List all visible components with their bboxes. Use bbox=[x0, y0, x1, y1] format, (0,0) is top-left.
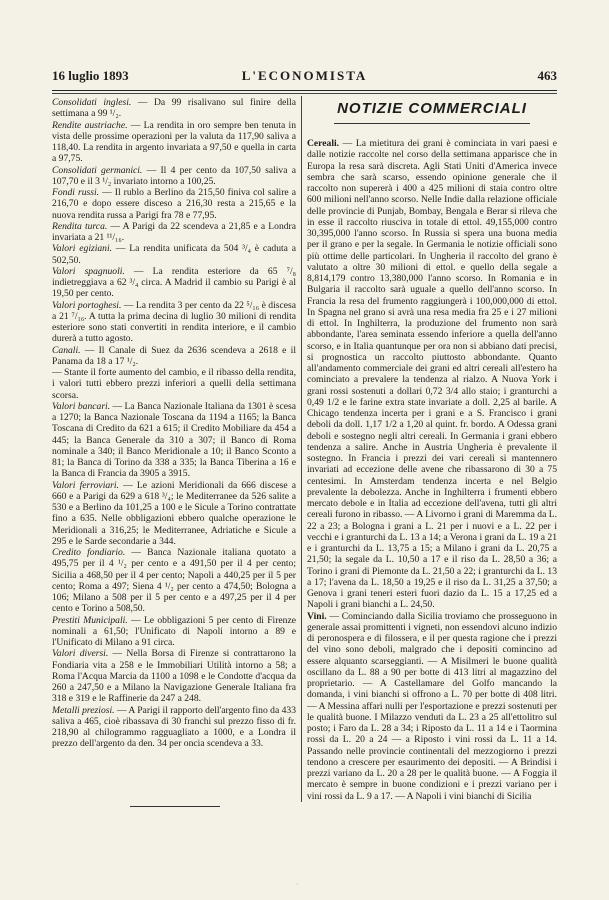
paragraph bbox=[52, 120, 296, 165]
paragraph-text: — Da 99 risalivano sul finire della settimana a 99 ¹/₂. bbox=[52, 97, 296, 120]
page-number: 463 bbox=[537, 68, 557, 83]
paragraph-lead: Metalli preziosi. bbox=[52, 704, 115, 716]
paragraph-text: — Cominciando dalla Sicilia troviamo che prosseguono in generale assai promittenti i vigneti, non essendovi alcuno indizio di peronospera e di filossera, e il per questa ragione che i prezzi del vino sono deboli, malgrado che i depositi comincino ad essere alquanto scarseggianti. — A Misilmeri le buone qualità oscillano da L. 88 a 90 per botte di 413 litri al magazzino del proprietario. — A Castellamare del Golfo mancando la domanda, i vini bianchi si offrono a L. 70 per botte di 408 litri. — A Messina affari nulli per l'esportazione e prezzi sostenuti per le qualità buone. I Milazzo venduti da L. 23 a 25 all'ettolitro sul posto; i Faro da L. 28 a 34; i Riposto da L. 11 a 14 e i Taormina rossi da L. 20 a 24 — a Riposto i vini rossi da L. 11 a 14. Passando nelle provincie continentali del mezzogiorno i prezzi tendono a crescere per esaurimento dei depositi. — A Brindisi i prezzi variano da L. 20 a 28 per le qualità buone. — A Foggia il mercato è sempre in buone condizioni e i prezzi variano per i vini rossi da L. 9 a 17. — A Napoli i vini bianchi di Sicilia bbox=[307, 610, 557, 802]
column-divider bbox=[301, 96, 302, 802]
paragraph-lead: Fondi russi. bbox=[52, 187, 100, 198]
header-rule bbox=[52, 90, 557, 91]
paragraph-text: — A Parigi il rapporto dell'argento fino da 433 saliva a 465, cioè ribassava di 30 franchi sul prezzo fisso di fr. 218,90 al chilogrammo ragguagliato a 1000, e a Londra il prezzo dell'argento da den. 34 per oncia scendeva a 33. bbox=[52, 704, 296, 750]
paragraph-text: — Il Canale di Suez da 2636 scendeva a 2618 e il Panama da 18 a 17 ¹/₂. bbox=[52, 344, 296, 367]
paragraph-lead: Vini. bbox=[307, 610, 327, 622]
paragraph-lead: Valori bancari. bbox=[52, 400, 111, 412]
paragraph bbox=[52, 165, 296, 188]
paragraph bbox=[52, 221, 296, 244]
paragraph-text: — Stante il forte aumento del cambio, e il ribasso della rendita, i valori tutti ebbero prezzi inferiori a quelli della settimana scorsa. bbox=[52, 367, 296, 401]
masthead-title: L'ECONOMISTA bbox=[241, 68, 368, 83]
paragraph bbox=[52, 300, 296, 345]
paragraph-text: — A Parigi da 22 scendeva a 21,85 e a Londra invariata a 21 ¹¹/₁₆. bbox=[52, 220, 296, 243]
paragraph-lead: Consolidati germanici. bbox=[52, 164, 143, 176]
section-title-rule bbox=[334, 123, 530, 124]
paragraph-lead: Rendita turca. bbox=[52, 220, 108, 232]
paragraph bbox=[307, 611, 557, 802]
paragraph-text: — La Banca Nazionale Italiana da 1301 è scesa a 1270; la Banca Nazionale Toscana da 1194 a 1165; la Banca Toscana di Credito da 621 a 615; il Credito Mobiliare da 454 a 445; la Banca Generale da 310 a 307; il Banco di Roma nominale a 340; il Banco Meridionale a 10; il Banco Sconto a 81; la Banca di Torino da 338 a 335; la Banca Tiberina a 16 e la Banca di Francia da 3905 a 3915. bbox=[52, 400, 296, 480]
paragraph bbox=[52, 187, 296, 221]
paragraph bbox=[52, 547, 296, 615]
paragraph bbox=[52, 266, 296, 300]
paragraph-text: — Le azioni Meridionali da 666 discese a 660 e a Parigi da 629 a 618 ³/₄; le Mediterranee da 526 salite a 530 e a Berlino da 101,25 a 100 e le Sicule a Torino contrattate fino a 635. Nelle obbligazioni ebbero qualche operazione le Meridionali a 316,25; le Mediterranee, Adriatiche e Sicule a 295 e le Sarde secondarie a 344. bbox=[52, 479, 296, 547]
paragraph-lead: Canali. bbox=[52, 344, 81, 356]
left-column-end-rule bbox=[130, 806, 220, 807]
paragraph-text: — Il 4 per cento da 107,50 saliva a 107,70 e il 3 ¹/₂ invariato intorno a 100,25. bbox=[52, 164, 296, 187]
paragraph-lead: Rendite austriache. bbox=[52, 119, 128, 131]
paragraph-text: — La rendita 3 per cento da 22 ⁵/₁₆ è discesa a 21 ⁷/₁₆. A tutta la prima decina di luglio 30 milioni di rendita esteriore sono stati convertiti in rendita interiore, e il cambio durerà a tutto agosto. bbox=[52, 299, 296, 345]
paragraph bbox=[52, 401, 296, 480]
paragraph-lead: Valori portoghesi. bbox=[52, 299, 122, 311]
right-column bbox=[307, 138, 557, 888]
page-mark: · bbox=[296, 882, 298, 888]
paragraph-lead: Valori spagnuoli. bbox=[52, 265, 125, 277]
paragraph-lead: Valori ferroviari. bbox=[52, 479, 119, 491]
running-header bbox=[52, 68, 557, 88]
paragraph bbox=[52, 243, 296, 266]
paragraph-text: — Nella Borsa di Firenze si contrattarono la Fondiaria vita a 258 e le Immobiliari Utilità intorno a 58; a Roma l'Acqua Marcia da 1100 a 1098 e le Condotte d'acqua da 260 a 247,50 e a Milano la Navigazione Generale Italiana fra 318 e 319 e le Raffinerie da 247 a 248. bbox=[52, 648, 296, 705]
paragraph bbox=[52, 705, 296, 750]
paragraph bbox=[52, 648, 296, 704]
header-date: 16 luglio 1893 bbox=[52, 68, 129, 83]
paragraph-lead: Credito fondiario. bbox=[52, 547, 126, 558]
paragraph bbox=[307, 138, 557, 611]
paragraph-lead: Valori diversi. bbox=[52, 648, 109, 660]
paragraph-text: — La rendita in oro sempre ben tenuta in vista delle prossime operazioni per la valuta da 117,90 saliva a 118,40. La rendita in argento invariata a 97,50 e quella in carta a 97,75. bbox=[52, 119, 296, 165]
paragraph-lead: Prestiti Municipali. bbox=[52, 614, 128, 626]
paragraph bbox=[52, 345, 296, 368]
header-rule-thin bbox=[52, 93, 557, 94]
left-column bbox=[52, 97, 296, 887]
paragraph bbox=[52, 97, 296, 120]
paragraph-text: — Banca Nazionale italiana quotato a 495,75 per il 4 ¹/₂ per cento e a 491,50 per il 4 per cento; Sicilia a 468,50 per il 4 per cento; Napoli a 440,25 per il 5 per cento; Roma a 497; Siena 4 ¹/₂ per cento a 474,50; Bologna a 106; Milano a 508 per il 5 per cento e a 497,25 per il 4 per cento e Torino a 508,50. bbox=[52, 547, 296, 615]
paragraph-lead: Valori egiziani. bbox=[52, 243, 113, 255]
paragraph-text: — Il rublo a Berlino da 215,50 finiva col salire a 216,70 e dopo essere disceso a 216,30 resta a 215,65 e la nuova rendita russa a Parigi fra 78 e 77,95. bbox=[52, 187, 296, 221]
paragraph-text: — La rendita unificata da 504 ³/₄ è caduta a 502,50. bbox=[52, 243, 296, 266]
paragraph-text: — Le obbligazioni 5 per cento di Firenze nominali a 61,50; l'Unificato di Napoli intorno a 89 e l'Unificato di Milano a 91 circa. bbox=[52, 614, 296, 648]
paragraph bbox=[52, 615, 296, 649]
paragraph-lead: Cereali. bbox=[307, 138, 340, 149]
paragraph-text: — La mietitura dei grani è cominciata in vari paesi e dalle notizie raccolte nel corso della settimana apparisce che in Europa la resa sarà discreta. Agli Stati Uniti d'America invece sembra che sarà scarso, essendo opinione generale che il raccolto non supererà i 400 a 425 milioni di staia contro oltre 600 milioni nell'anno scorso. Nelle Indie dalla relazione officiale delle provincie di Punjab, Bombay, Bengala e Berar si rileva che in esse il raccolto riusciva in totale di ettol. 49,155,000 contro 30,395,000 l'anno scorso. In Russia si spera una buona media per il grano e per la segale. In Germania le notizie officiali sono più ottime delle particolari. In Ungheria il raccolto del grano è valutato a oltre 30 milioni di ettol. e quello della segale a 8,814,179 contro 13,380,000 l'anno scorso. In Romania e in Bulgaria il raccolto sarà uguale a quello dell'anno scorso. In Francia la resa del frumento raggiungerà i 100,000,000 di ettol. In Spagna nel grano si avrà una resa media fra 25 e i 27 milioni di ettol. In Inghilterra, la produzione del frumento non sarà abbondante, l'area seminata essendo inferiore a quella dell'anno scorso, e in Italia quantunque per ora non si abbiano dati precisi, si prognostica un raccolto piuttosto abbondante. Quanto all'andamento commerciale dei grani ed altri cereali all'estero ha cominciato a prevalere la tendenza al rialzo. A Nuova York i grani rossi sostenuti a dollari 0,72 3/4 allo staio; i granturchi a 0,49 1/2 e le farine extra state invariate a doll. 2,25 al barile. A Chicago tendenza incerta per i grani e a S. Francisco i grani deboli da doll. 1,17 1/2 a 1,20 al quint. fr. bordo. A Odessa grani deboli e sostegno negli altri cereali. In Germania i grani ebbero tendenza a salire. Anche in Austria Ungheria è prevalente il sostegno. In Francia i prezzi dei vari cereali si mantennero invariati ad eccezione delle avene che ribassarono di 30 a 75 centesimi. In Amsterdam tendenza incerta e nel Belgio prevalente la debolezza. Anche in Inghilterra i frumenti ebbero mercato debole e in Italia ad eccezione dell'avena, tutti gli altri cereali furono in ribasso. — A Livorno i grani di Maremma da L. 22 a 23; a Bologna i grani a L. 21 per i nuovi e a L. 22 per i vecchi e i granturchi da L. 13 a 14; a Verona i grani da L. 19 a 21 e i granturchi da L. 13,75 a 15; a Milano i grani da L. 20,75 a 21,50; la segale da L. 10,50 a 17 e il riso da L. 28,50 a 36; a Torino i grani di Piemonte da L. 21,50 a 22; i granturchi da L. 13 a 17; l'avena da L. 18,50 a 19,25 e il riso da L. 31,25 a 37,50; a Genova i grani teneri esteri fuori dazio da L. 15 a 17,25 ed a Napoli i grani bianchi a L. 24,50. bbox=[307, 138, 557, 611]
paragraph bbox=[52, 480, 296, 548]
paragraph-lead: Consolidati inglesi. bbox=[52, 97, 132, 108]
paragraph-text: — La rendita esteriore da 65 ⁷/₈ indietreggiava a 62 ³/₄ circa. A Madrid il cambio su Parigi è al 19,50 per cento. bbox=[52, 265, 296, 300]
section-title: NOTIZIE COMMERCIALI bbox=[337, 100, 527, 117]
paragraph bbox=[52, 367, 296, 401]
